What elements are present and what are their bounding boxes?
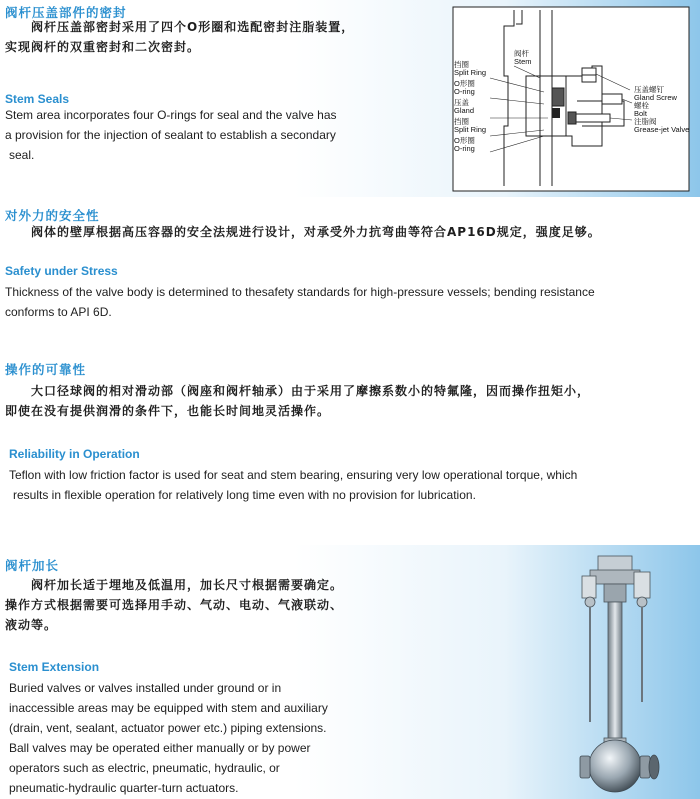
text-line: 阀杆压盖部密封采用了四个O形圈和选配密封注脂装置， (31, 20, 355, 34)
label-o-ring-1: O形圈 O-ring (454, 79, 475, 96)
text-line: operators such as electric, pneumatic, hydraulic, or (9, 761, 280, 775)
reliability-body-cn (5, 381, 590, 421)
reliability-title-en: Reliability in Operation (9, 447, 140, 461)
text-line: pneumatic-hydraulic quarter-turn actuators. (9, 781, 239, 795)
stem-seals-title-en: Stem Seals (5, 92, 70, 106)
text-line: Buried valves or valves installed under ground or in (9, 681, 282, 695)
text-line: 液动等。 (5, 618, 58, 632)
text-line: results in flexible operation for relatively long time even with no provision for lubrication. (13, 488, 476, 502)
extension-title-en: Stem Extension (9, 660, 100, 674)
safety-body-en (5, 282, 595, 322)
label-gland-screw: 压盖螺钉 Gland Screw (634, 85, 677, 102)
label-grease-jet-valve: 注脂阀 Grease-jet Valve (634, 117, 690, 134)
text-line: seal. (9, 148, 35, 162)
text-line: 实现阀杆的双重密封和二次密封。 (5, 40, 201, 54)
text-line: 阀体的壁厚根据高压容器的安全法规进行设计，对承受外力抗弯曲等符合AP16D规定，强度足够。 (31, 225, 601, 239)
text-line: 大口径球阀的相对滑动部（阀座和阀杆轴承）由于采用了摩擦系数小的特氟隆，因而操作扭矩小， (31, 384, 591, 398)
stem-seals-body-cn (5, 17, 354, 57)
text-line: Teflon with low friction factor is used for seat and stem bearing, ensuring very low operational torque, which (9, 468, 578, 482)
reliability-title-cn: 操作的可靠性 (5, 362, 87, 377)
stem-seals-title-cn: 阀杆压盖部件的密封 (5, 5, 127, 20)
label-stem: 阀杆 Stem (514, 49, 532, 66)
text-line: 阀杆加长适于埋地及低温用，加长尺寸根据需要确定。 (31, 578, 344, 592)
extension-title-cn: 阀杆加长 (5, 558, 60, 573)
safety-body-cn (5, 222, 601, 242)
text-line: 操作方式根据需要可选择用手动、气动、电动、气液联动、 (5, 598, 344, 612)
text-line: Stem area incorporates four O-rings for seal and the valve has (5, 108, 337, 122)
safety-title-cn: 对外力的安全性 (5, 208, 100, 223)
text-line: (drain, vent, sealant, actuator power etc.) piping extensions. (9, 721, 327, 735)
extension-body-en (9, 678, 328, 798)
label-o-ring-2: O形圈 O-ring (454, 136, 475, 153)
text-line: a provision for the injection of sealant to establish a secondary (5, 128, 336, 142)
label-bolt: 螺栓 Bolt (634, 101, 649, 118)
text-line: inaccessible areas may be equipped with stem and auxiliary (9, 701, 328, 715)
reliability-body-en (9, 465, 577, 505)
extension-body-cn (5, 575, 343, 635)
label-gland: 压盖 Gland (454, 98, 475, 115)
label-split-ring-2: 挡圈 Split Ring (454, 117, 487, 134)
text-line: Thickness of the valve body is determined to thesafety standards for high-pressure vessels; bending resistance (5, 285, 595, 299)
stem-seals-body-en (5, 105, 337, 165)
stem-seal-diagram (452, 6, 690, 192)
text-line: Ball valves may be operated either manually or by power (9, 741, 311, 755)
label-split-ring-1: 挡圈 Split Ring (454, 60, 487, 77)
valve-drawing (560, 552, 680, 794)
extended-stem-ball-valve-image (560, 552, 680, 794)
safety-title-en: Safety under Stress (5, 264, 118, 278)
text-line: conforms to API 6D. (5, 305, 112, 319)
text-line: 即使在没有提供润滑的条件下，也能长时间地灵活操作。 (5, 404, 331, 418)
